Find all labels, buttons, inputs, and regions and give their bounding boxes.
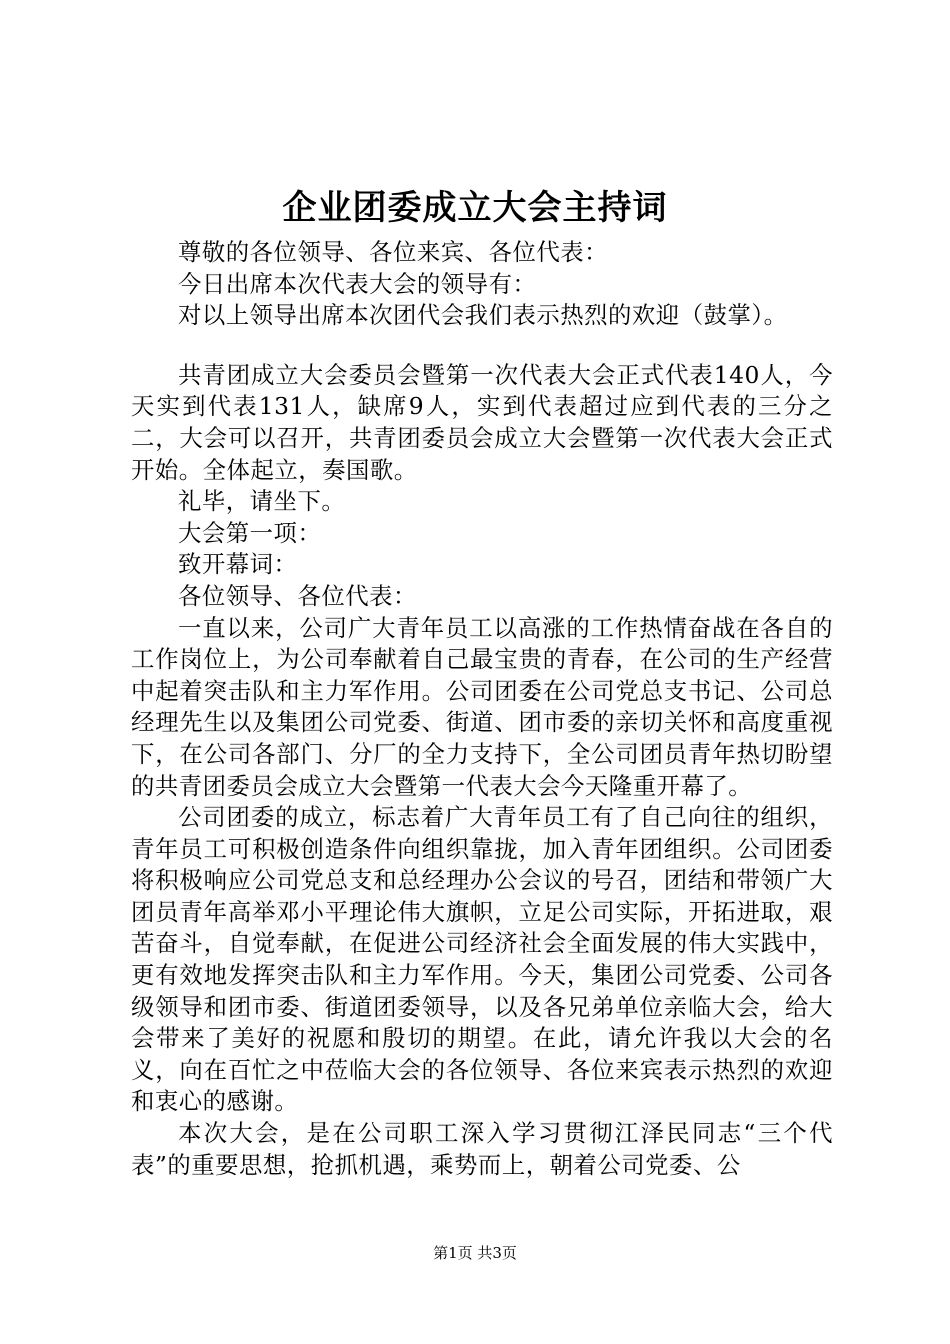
paragraph-leaders: 今日出席本次代表大会的领导有： xyxy=(178,269,537,298)
blank-line xyxy=(131,332,833,360)
paragraph-opening-speech: 致开幕词： xyxy=(178,550,298,579)
paragraph-first-item: 大会第一项： xyxy=(178,518,322,547)
paragraph-sit-down: 礼毕，请坐下。 xyxy=(178,487,346,516)
document-body xyxy=(131,237,833,1181)
paragraph-greeting: 尊敬的各位领导、各位来宾、各位代表： xyxy=(178,238,609,266)
paragraph-welcome: 对以上领导出席本次团代会我们表示热烈的欢迎（鼓掌）。 xyxy=(178,301,788,330)
page-number-footer: 第1页 共3页 xyxy=(433,1244,517,1262)
paragraph-attendance: 共青团成立大会委员会暨第一次代表大会正式代表140人，今天实到代表131人，缺席9人，实到代表超过应到代表的三分之二，大会可以召开，共青团委员会成立大会暨第一次代表大会正式开始。全体起立，奏国歌。 xyxy=(131,360,833,484)
paragraph-salutation: 各位领导、各位代表： xyxy=(178,581,417,610)
paragraph-conference: 本次大会，是在公司职工深入学习贯彻江泽民同志“三个代表”的重要思想，抢抓机遇，乘势而上，朝着公司党委、公 xyxy=(131,1119,833,1179)
paragraph-committee-founding: 公司团委的成立，标志着广大青年员工有了自己向往的组织，青年员工可积极创造条件向组织靠拢，加入青年团组织。公司团委将积极响应公司党总支和总经理办公会议的号召，团结和带领广大团员青年高举邓小平理论伟大旗帜，立足公司实际，开拓进取，艰苦奋斗，自觉奉献，在促进公司经济社会全面发展的伟大实践中，更有效地发挥突击队和主力军作用。今天，集团公司党委、公司各级领导和团市委、街道团委领导，以及各兄弟单位亲临大会，给大会带来了美好的祝愿和殷切的期望。在此，请允许我以大会的名义，向在百忙之中莅临大会的各位领导、各位来宾表示热烈的欢迎和衷心的感谢。 xyxy=(131,803,833,1116)
paragraph-youth-work: 一直以来，公司广大青年员工以高涨的工作热情奋战在各自的工作岗位上，为公司奉献着自己最宝贵的青春，在公司的生产经营中起着突击队和主力军作用。公司团委在公司党总支书记、公司总经理先生以及集团公司党委、街道、团市委的亲切关怀和高度重视下，在公司各部门、分厂的全力支持下，全公司团员青年热切盼望的共青团委员会成立大会暨第一代表大会今天隆重开幕了。 xyxy=(131,613,833,800)
document-title: 企业团委成立大会主持词 xyxy=(282,188,668,228)
